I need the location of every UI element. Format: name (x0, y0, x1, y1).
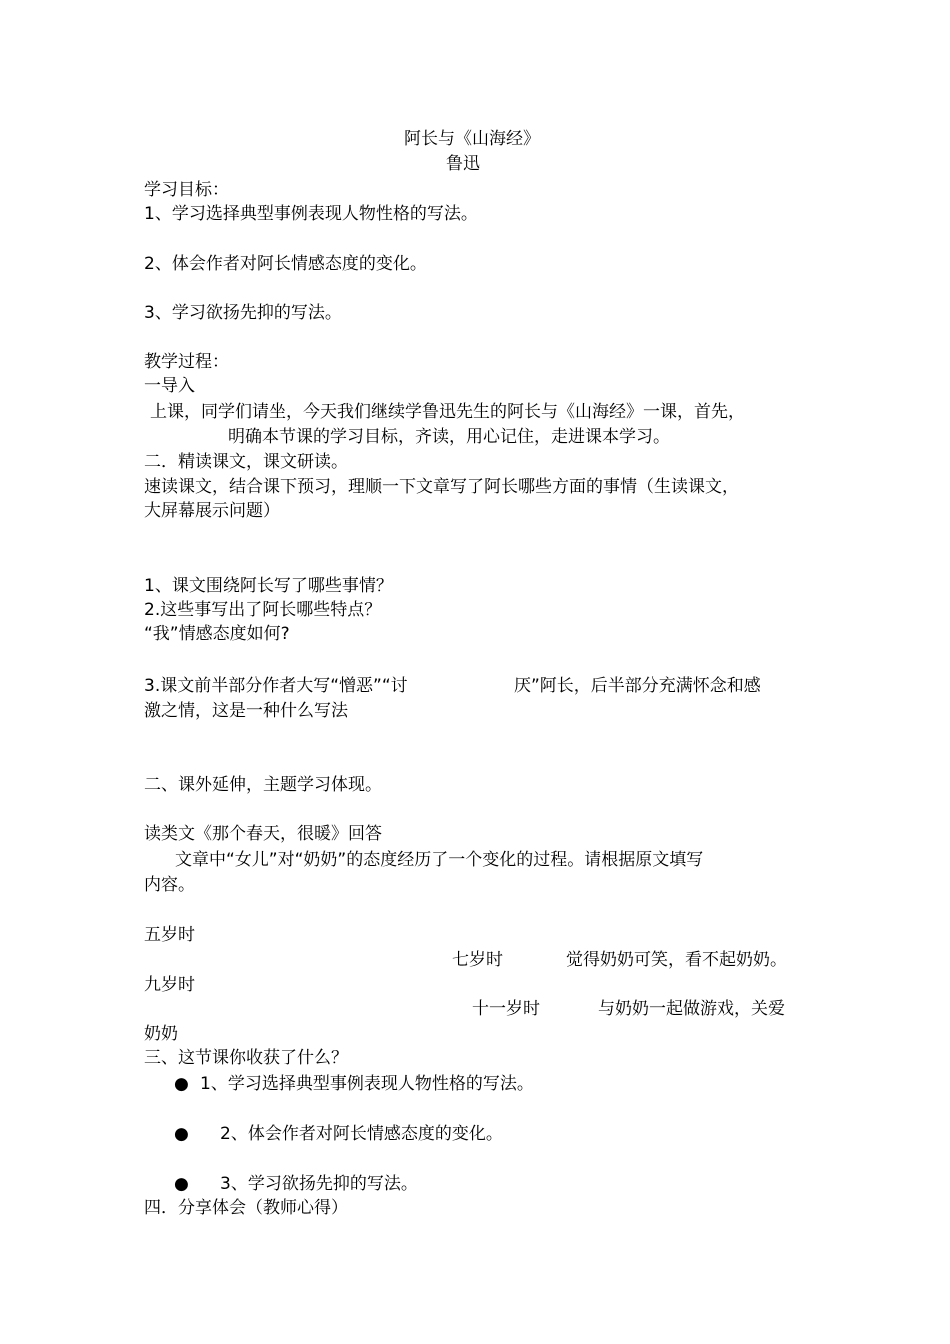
stage-age9: 九岁时 (144, 975, 195, 995)
stage-age5: 五岁时 (144, 925, 195, 945)
question-3-part2: 厌”阿长，后半部分充满怀念和感 (514, 676, 761, 696)
objective-item-2: 2、体会作者对阿长情感态度的变化。 (144, 254, 427, 274)
section2-heading: 二．精读课文，课文研读。 (144, 452, 348, 472)
gain-item-3: 3、学习欲扬先抑的写法。 (220, 1174, 418, 1194)
stage-age11: 十一岁时 (472, 999, 540, 1019)
section1-text-line2: 明确本节课的学习目标，齐读，用心记住，走进课本学习。 (228, 427, 670, 447)
question-1: 1、课文围绕阿长写了哪些事情？ (144, 576, 393, 596)
bullet-icon: ● (174, 1174, 189, 1194)
bullet-icon: ● (174, 1074, 189, 1094)
doc-author: 鲁迅 (446, 154, 480, 174)
section1-heading: 一导入 (144, 376, 195, 396)
stage-age11-text: 与奶奶一起做游戏，关爱 (598, 999, 785, 1019)
reading-text-line2: 内容。 (144, 875, 195, 895)
section1-text-line1: 上课，同学们请坐，今天我们继续学鲁迅先生的阿长与《山海经》一课，首先， (150, 402, 745, 422)
doc-title: 阿长与《山海经》 (404, 129, 540, 149)
reading-text-line1: 文章中“女儿”对“奶奶”的态度经历了一个变化的过程。请根据原文填写 (175, 850, 704, 870)
gain-item-1: 1、学习选择典型事例表现人物性格的写法。 (200, 1074, 534, 1094)
stage-age7-text: 觉得奶奶可笑，看不起奶奶。 (566, 950, 787, 970)
stage-age7: 七岁时 (452, 950, 503, 970)
section4-heading: 四．分享体会（教师心得） (144, 1198, 348, 1218)
section2-text-line1: 速读课文，结合课下预习，理顺一下文章写了阿长哪些方面的事情（生读课文， (144, 477, 739, 497)
stage-age11-text-cont: 奶奶 (144, 1024, 178, 1044)
objective-item-3: 3、学习欲扬先抑的写法。 (144, 303, 342, 323)
question-3-part1: 3.课文前半部分作者大写“憎恶”“讨 (144, 676, 408, 696)
section3-heading: 三、这节课你收获了什么？ (144, 1048, 348, 1068)
objective-item-1: 1、学习选择典型事例表现人物性格的写法。 (144, 204, 478, 224)
bullet-icon: ● (174, 1124, 189, 1144)
question-2: 2.这些事写出了阿长哪些特点？ (144, 600, 382, 620)
question-2-sub: “我”情感态度如何? (144, 624, 290, 644)
reading-heading: 读类文《那个春天，很暖》回答 (144, 824, 382, 844)
section2-text-line2: 大屏幕展示问题） (144, 501, 280, 521)
extension-heading: 二、课外延伸，主题学习体现。 (144, 775, 382, 795)
objectives-heading: 学习目标： (144, 180, 229, 200)
process-heading: 教学过程： (144, 352, 229, 372)
gain-item-2: 2、体会作者对阿长情感态度的变化。 (220, 1124, 503, 1144)
question-3-part3: 激之情，这是一种什么写法 (144, 701, 348, 721)
